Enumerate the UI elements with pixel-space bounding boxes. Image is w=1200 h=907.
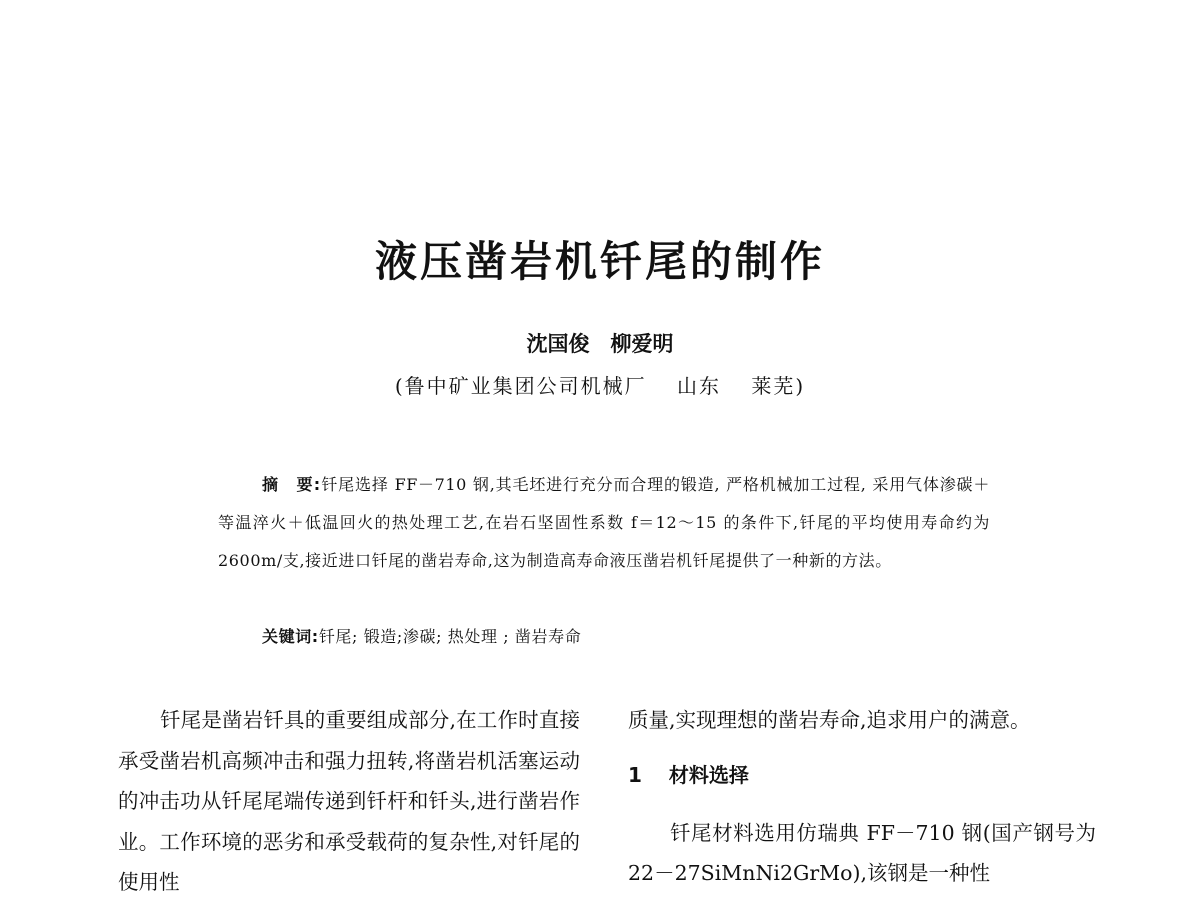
article-title: 液压凿岩机钎尾的制作 [374,237,825,286]
body-column-left [118,700,580,903]
keywords-label: 关键词: [262,627,319,646]
body-column-right [628,700,1096,894]
keywords-text: 钎尾; 锻造;渗碳; 热处理 ; 凿岩寿命 [318,627,582,646]
keywords [262,618,1002,656]
intro-paragraph: 钎尾是凿岩钎具的重要组成部分,在工作时直接承受凿岩机高频冲击和强力扭转,将凿岩机活塞运动的冲击功从钎尾尾端传递到钎杆和钎头,进行凿岩作业。工作环境的恶劣和承受载荷的复杂性,对钎尾的使用性 [118,708,580,894]
abstract-text: 钎尾选择 FF－710 钢,其毛坯进行充分而合理的锻造, 严格机械加工过程, 采用气体渗碳＋等温淬火＋低温回火的热处理工艺,在岩石坚固性系数 f＝12～15 的条件下,钎尾的平均使用寿命约为 2600m/支,接近进口钎尾的凿岩寿命,这为制造高寿命液压凿岩机钎尾提供了一种新的方法。 [218,475,990,570]
article-affiliation: (鲁中矿业集团公司机械厂 山东 莱芜) [394,374,806,398]
material-selection-paragraph: 钎尾材料选用仿瑞典 FF－710 钢(国产钢号为 22－27SiMnNi2GrMo),该钢是一种性 [628,820,1096,885]
article-authors: 沈国俊 柳爱明 [526,332,674,356]
abstract [218,466,990,580]
intro-paragraph-continued: 质量,实现理想的凿岩寿命,追求用户的满意。 [628,708,1031,732]
abstract-label: 摘 要: [262,475,322,494]
section-heading-material-selection: 1 材料选择 [628,762,749,787]
